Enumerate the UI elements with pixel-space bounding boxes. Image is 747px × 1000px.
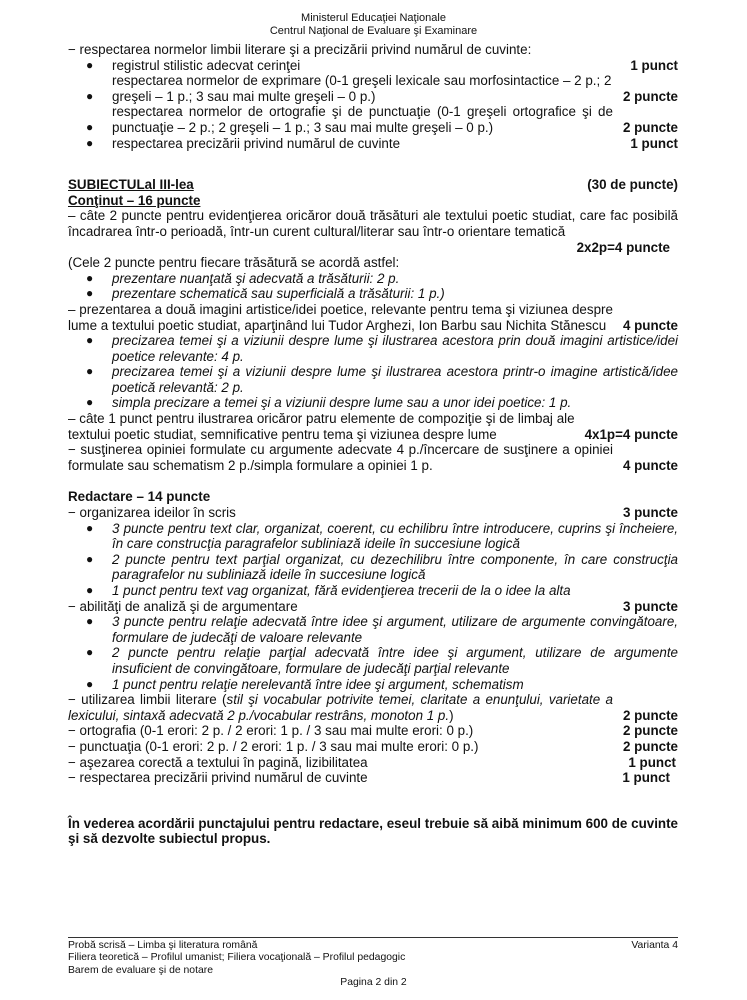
bullet-icon: ● <box>86 119 94 134</box>
redactare-title: Redactare – 14 puncte <box>68 489 211 505</box>
bullet-icon: ● <box>86 645 94 660</box>
criterion-row <box>68 411 678 442</box>
criterion-points: 4 puncte <box>622 317 678 333</box>
subject-heading <box>68 177 678 193</box>
bullet-icon: ● <box>86 135 94 150</box>
criterion-subitem: ● precizarea temei şi a viziunii despre lume şi ilustrarea acestora prin două imagini artistice/idei poetice relevante: 4 p. <box>86 333 678 364</box>
criterion-points: 1 punct <box>622 770 670 786</box>
content-title: Conţinut – 16 puncte <box>68 192 201 208</box>
footer-line: Filiera teoretică – Profilul umanist; Filiera vocaţională – Profilul pedagogic <box>68 952 406 964</box>
criterion-row <box>68 770 678 786</box>
criterion-text: – câte 2 puncte pentru evidenţierea oricăror două trăsături ale textului poetic studiat, care fac posibilă încadrarea într-o perioadă, într-un curent cultural/literar sau într-o orientare tematică <box>68 208 678 239</box>
page-footer <box>68 937 678 977</box>
criterion-points: 2 puncte <box>622 738 678 754</box>
document-body <box>68 42 678 847</box>
footer-line: Probă scrisă – Limba şi literatura română <box>68 940 258 951</box>
criterion-row <box>68 599 678 615</box>
intro-item: ● respectarea normelor de ortografie şi de punctuaţie (0-1 greşeli ortografice şi de punctuaţie – 2 p.; 2 greşeli – 1 p.; 3 sau mai multe greşeli – 0 p.) 2 puncte <box>86 104 678 135</box>
intro-line: − respectarea normelor limbii literare şi a precizării privind numărul de cuvinte: <box>68 42 532 57</box>
footer-line: Barem de evaluare şi de notare <box>68 964 213 976</box>
criterion-points: 4 puncte <box>622 457 678 473</box>
criterion-points: 3 puncte <box>622 598 678 614</box>
criterion-text: − punctuaţia (0-1 erori: 2 p. / 2 erori: 1 p. / 3 sau mai multe erori: 0 p.) <box>68 738 479 754</box>
bullet-icon: ● <box>86 333 94 348</box>
closing-note: În vederea acordării punctajului pentru redactare, eseul trebuie să aibă minimum 600 de cuvinte şi să dezvolte subiectul propus. <box>68 815 678 847</box>
bullet-icon: ● <box>86 88 94 103</box>
bullet-icon: ● <box>86 676 94 691</box>
intro-item: ● respectarea precizării privind numărul de cuvinte 1 punct <box>86 135 678 151</box>
subject-title: SUBIECTULal III-lea <box>68 177 194 193</box>
bullet-icon: ● <box>86 520 94 535</box>
criterion-subitem: ● 2 puncte pentru text parţial organizat, cu dezechilibru între componente, în care construcţia paragrafelor nu subliniază ideile în succesiune logică <box>86 551 678 583</box>
criterion-subitem: ● precizarea temei şi a viziunii despre lume şi ilustrarea acestora printr-o imagine artistică/idee poetică relevantă: 2 p. <box>86 364 678 395</box>
bullet-icon: ● <box>86 551 94 566</box>
criterion-subitem: ● 1 punct pentru relaţie nerelevantă între idee şi argument, schematism <box>86 676 524 692</box>
criterion-row <box>68 302 678 333</box>
bullet-icon: ● <box>86 270 94 285</box>
criterion-points: 2 puncte <box>622 723 678 739</box>
criterion-subitem: ● 1 punct pentru text vag organizat, fără evidenţierea trecerii de la o idee la alta <box>86 583 571 598</box>
criterion-row <box>68 442 678 473</box>
subject-points: (30 de puncte) <box>587 177 678 193</box>
criterion-subitem: ● 3 puncte pentru relaţie adecvată între idee şi argument, utilizare de argumente convingătoare, formulare de judecăţi de valoare relevante <box>86 614 678 645</box>
criterion-subitem: ● prezentare nuanţată şi adecvată a trăsăturii: 2 p. <box>86 270 400 286</box>
criterion-text: − organizarea ideilor în scris <box>68 505 236 521</box>
criterion-text: − aşezarea corectă a textului în pagină, lizibilitatea <box>68 754 368 770</box>
criterion-row <box>68 505 678 521</box>
center-name: Centrul Naţional de Evaluare şi Examinare <box>269 25 478 37</box>
criterion-points: 2x2p=4 puncte <box>576 239 670 255</box>
criterion-subitem: ● simpla precizare a temei şi a viziunii despre lume sau a unor idei poetice: 1 p. <box>86 395 572 411</box>
criterion-text: – câte 1 punct pentru ilustrarea oricăror patru elemente de compoziţie şi de limbaj ale textului poetic studiat, semnificative pentru tema şi viziunea despre lume <box>68 411 575 442</box>
bullet-icon: ● <box>86 395 94 410</box>
criterion-row <box>68 755 678 771</box>
criterion-row <box>68 723 678 739</box>
criterion-text: − ortografia (0-1 erori: 2 p. / 2 erori: 1 p. / 3 sau mai multe erori: 0 p.) <box>68 723 474 739</box>
page-header <box>0 12 747 38</box>
criterion-subitem: ● prezentare schematică sau superficială a trăsăturii: 1 p.) <box>86 286 445 302</box>
criterion-row <box>68 739 678 755</box>
criterion-text: − susţinerea opiniei formulate cu argumente adecvate 4 p./încercare de susţinere a opiniei formulate sau schematism 2 p./simpla formulare a opiniei 1 p. <box>68 442 613 473</box>
criterion-text: − utilizarea limbii literare (stil şi vocabular potrivite temei, claritate a enunţului, varietate a lexicului, sintaxă adecvată 2 p./vocabular restrâns, monoton 1 p.) <box>68 692 613 723</box>
intro-item: ● registrul stilistic adecvat cerinţei 1 punct <box>86 57 678 73</box>
criterion-row <box>68 692 678 723</box>
criterion-text: − abilităţi de analiză şi de argumentare <box>68 598 298 614</box>
variant-label: Varianta 4 <box>631 940 678 951</box>
criterion-subitem: ● 2 puncte pentru relaţie parţial adecvată între idee şi argument, utilizare de argumente insuficient de convingătoare, formulare de judecăţi parţial relevante <box>86 645 678 676</box>
criterion-points: 4x1p=4 puncte <box>584 426 678 442</box>
criterion-note: (Cele 2 puncte pentru fiecare trăsătură se acordă astfel: <box>68 255 400 271</box>
bullet-icon: ● <box>86 286 94 301</box>
intro-item: ● respectarea normelor de exprimare (0-1 greşeli lexicale sau morfosintactice – 2 p.; 2 greşeli – 1 p.; 3 sau mai multe greşeli – 0 p.) 2 puncte <box>86 73 678 104</box>
criterion-text: − respectarea precizării privind numărul de cuvinte <box>68 770 368 786</box>
ministry-name: Ministerul Educaţiei Naţionale <box>301 12 446 24</box>
page-number: Pagina 2 din 2 <box>340 977 407 988</box>
bullet-icon: ● <box>86 614 94 629</box>
criterion-points: 1 punct <box>628 754 676 770</box>
criterion-points: 2 puncte <box>622 707 678 723</box>
bullet-icon: ● <box>86 583 94 597</box>
criterion-text: – prezentarea a două imagini artistice/idei poetice, relevante pentru tema şi viziunea despre lume a textului poetic studiat, aparţinând lui Tudor Arghezi, Ion Barbu sau Nichita Stănescu <box>68 301 613 333</box>
criterion-subitem: ● 3 puncte pentru text clar, organizat, coerent, cu echilibru între introducere, cuprins şi încheiere, în care construcţia paragrafelor subliniază ideile în succesiune logică <box>86 520 678 552</box>
bullet-icon: ● <box>86 364 94 379</box>
bullet-icon: ● <box>86 57 94 72</box>
criterion-points: 3 puncte <box>622 505 678 521</box>
